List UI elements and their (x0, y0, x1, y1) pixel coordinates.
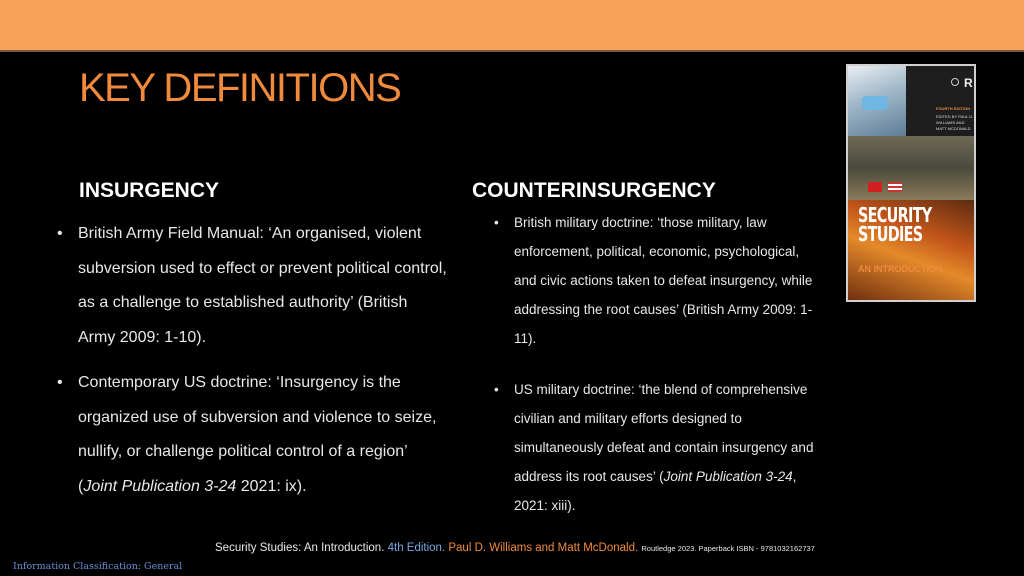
bullet-text: US military doctrine: ‘the blend of comprehensive civilian and military efforts designed to simultaneously defeat and contain insurgency and address its root causes’ ( (514, 382, 814, 484)
bullet-dot: • (57, 225, 63, 242)
insurgency-heading: INSURGENCY (79, 179, 220, 202)
book-cover-image (846, 64, 976, 302)
insurgency-bullet-2 (57, 366, 447, 504)
footer-publisher: Routledge 2023. Paperback ISBN - 9781032162737 (641, 544, 815, 553)
citation-footer (215, 542, 815, 554)
slide-title: KEY DEFINITIONS (79, 66, 401, 110)
bullet-dot: • (494, 382, 499, 397)
bullet-dot: • (57, 374, 63, 391)
insurgency-bullet-1 (57, 217, 447, 355)
counterinsurgency-heading: COUNTERINSURGENCY (472, 179, 716, 202)
publisher-logo: R (964, 76, 973, 90)
cover-edition: FOURTH EDITION (936, 106, 970, 111)
cover-photo-mask (848, 66, 906, 136)
cover-title: SECURITY STUDIES (858, 203, 932, 246)
citation-tail: 2021: ix). (236, 477, 307, 495)
counterinsurgency-bullet-2 (494, 375, 814, 520)
bullet-text: British military doctrine: ‘those military, law enforcement, political, economic, psychological, and civic actions taken to defeat insurgency, while addressing the root causes’ (British Army 2009: 1-11). (514, 215, 813, 346)
footer-edition: 4th Edition. (387, 542, 446, 554)
citation-italic: Joint Publication 3-24 (663, 469, 793, 484)
publisher-icon (951, 78, 959, 86)
cover-subtitle: AN INTRODUCTION (858, 264, 943, 274)
bullet-text: Contemporary US doctrine: ‘Insurgency is the organized use of subversion and violence to seize, nullify, or challenge political control of a region’ ( (78, 374, 437, 495)
header-bar (0, 0, 1024, 52)
footer-book: Security Studies: An Introduction. (215, 542, 385, 554)
footer-authors: Paul D. Williams and Matt McDonald. (448, 542, 639, 554)
flag-icon (888, 182, 902, 192)
counterinsurgency-bullet-1 (494, 208, 814, 353)
citation-italic: Joint Publication 3-24 (83, 477, 237, 495)
bullet-text: British Army Field Manual: ‘An organised, violent subversion used to effect or prevent political control, as a challenge to established authority’ (British Army 2009: 1-10). (78, 225, 447, 346)
cover-editors: EDITED BY PAUL D. WILLIAMS AND MATT MCDONALD (936, 114, 974, 131)
citation-tail: , 2021: xiii). (514, 469, 797, 513)
classification-label: Information Classification: General (13, 561, 183, 572)
flag-icon (868, 182, 882, 192)
bullet-dot: • (494, 215, 499, 230)
